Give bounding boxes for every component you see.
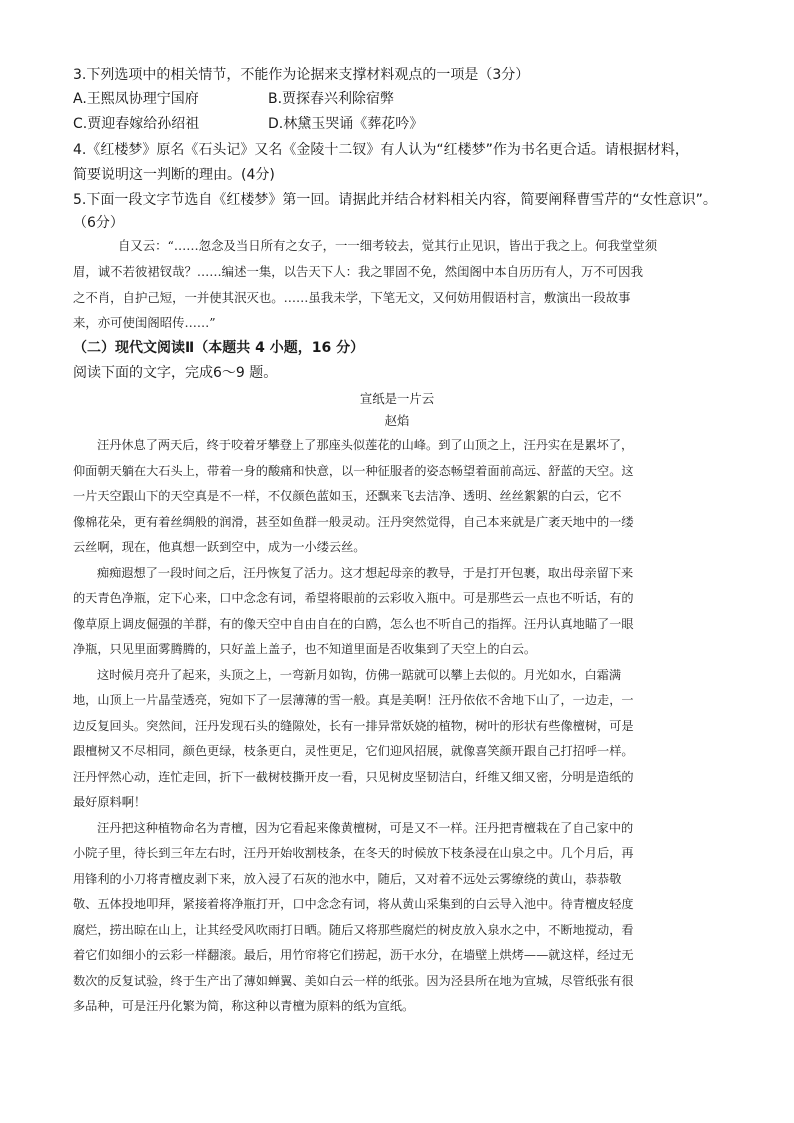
question-4-line-1: 4.《红楼梦》原名《石头记》又名《金陵十二钗》有人认为“红楼梦”作为书名更合适。请根据材料， xyxy=(73,142,689,158)
essay-line: 边反复回头。突然间，汪丹发现石头的缝隙处，长有一排异常妖娆的植物，树叶的形状有些像檀树，可是 xyxy=(73,718,634,733)
essay-line: 像草原上调皮倔强的羊群，有的像天空中自由自在的白鸥，怎么也不听自己的指挥。汪丹认真地瞄了一眼 xyxy=(73,616,634,631)
essay-line: 这时候月亮升了起来，头顶之上，一弯新月如钩，仿佛一踮就可以攀上去似的。月光如水，白霜满 xyxy=(97,667,622,682)
essay-line: 多品种，可是汪丹化繁为简，称这种以青檀为原料的纸为宣纸。 xyxy=(73,999,415,1013)
quote-line: 来，亦可使闺阁昭传……” xyxy=(73,315,216,331)
section-instruction: 阅读下面的文字，完成6～9 题。 xyxy=(73,365,278,381)
question-3-option-c: C.贾迎春嫁给孙绍祖 xyxy=(73,116,200,132)
essay-line: 敬、五体投地叩拜，紧接着将净瓶打开，口中念念有词，将从黄山采集到的白云导入池中。待青檀皮轻度 xyxy=(73,897,634,911)
essay-line: 腐烂，捞出晾在山上，让其经受风吹雨打日晒。随后又将那些腐烂的树皮放入泉水之中，不断地搅动，看 xyxy=(73,922,634,937)
question-3-option-d: D.林黛玉哭诵《葬花吟》 xyxy=(268,116,424,132)
question-5-line-2: （6分） xyxy=(73,215,124,231)
question-3-option-a: A.王熙凤协理宁国府 xyxy=(73,91,199,107)
article-title: 宣纸是一片云 xyxy=(359,391,435,406)
essay-line: 着它们如细小的云彩一样翻滚。最后，用竹帘将它们捞起，沥干水分，在墙壁上烘烤——就这样，经过无 xyxy=(73,948,634,962)
essay-line: 一片天空跟山下的天空真是不一样，不仅颜色蓝如玉，还飘来飞去洁净、透明、丝丝絮絮的白云，它不 xyxy=(73,489,622,503)
question-3-stem: 3.下列选项中的相关情节，不能作为论据来支撑材料观点的一项是（3分） xyxy=(73,67,530,83)
article-author: 赵焰 xyxy=(384,413,410,428)
quote-line: 之不肖，自护己短，一并使其泯灭也。……虽我未学，下笔无文，又何妨用假语村言，敷演出一段故事 xyxy=(73,289,631,305)
essay-line: 汪丹怦然心动，连忙走回，折下一截树枝撕开皮一看，只见树皮坚韧洁白，纤维又细又密，分明是造纸的 xyxy=(73,769,634,784)
essay-line: 小院子里，待长到三年左右时，汪丹开始收割枝条，在冬天的时候放下枝条浸在山泉之中。几个月后，再 xyxy=(73,846,634,860)
question-3-option-b: B.贾探春兴利除宿弊 xyxy=(268,91,395,107)
question-5-line-1: 5.下面一段文字节选自《红楼梦》第一回。请据此并结合材料相关内容，简要阐释曹雪芹的“女性意识”。 xyxy=(73,192,717,208)
essay-line: 用锋利的小刀将青檀皮剥下来，放入浸了石灰的池水中，随后，又对着不远处云雾缭绕的黄山，恭恭敬 xyxy=(73,871,622,886)
essay-line: 跟檀树又不尽相同，颜色更绿，枝条更白，灵性更足，它们迎风招展，就像喜笑颜开跟自己打招呼一样。 xyxy=(73,744,634,758)
essay-line: 汪丹休息了两天后，终于咬着牙攀登上了那座头似莲花的山峰。到了山顶之上，汪丹实在是累坏了， xyxy=(97,438,634,452)
question-5-quote xyxy=(73,233,723,336)
essay-line: 地，山顶上一片晶莹透亮，宛如下了一层薄薄的雪一般。真是美啊！汪丹依依不舍地下山了，一边走，一 xyxy=(73,693,634,707)
essay-line: 的天青色净瓶，定下心来，口中念念有词，希望将眼前的云彩收入瓶中。可是那些云一点也不听话，有的 xyxy=(73,591,634,605)
essay-line: 云丝啊，现在，他真想一跃到空中，成为一小缕云丝。 xyxy=(73,540,366,554)
article-body xyxy=(73,433,718,1020)
essay-line: 数次的反复试验，终于生产出了薄如蝉翼、美如白云一样的纸张。因为泾县所在地为宣城，尽管纸张有很 xyxy=(73,973,634,988)
essay-line: 最好原料啊！ xyxy=(73,795,147,809)
quote-line: 眉，诚不若彼裙钗哉？……编述一集，以告天下人：我之罪固不免，然闺阁中本自历历有人，万不可因我 xyxy=(73,263,643,279)
section-heading: （二）现代文阅读Ⅱ（本题共 4 小题，16 分） xyxy=(73,340,365,356)
essay-line: 净瓶，只见里面雾腾腾的，只好盖上盖子，也不知道里面是否收集到了天空上的白云。 xyxy=(73,642,537,656)
question-4-line-2: 简要说明这一判断的理由。(4分) xyxy=(73,167,275,183)
quote-line: 自又云：“……忽念及当日所有之女子，一一细考较去，觉其行止见识，皆出于我之上。何我堂堂须 xyxy=(118,238,658,253)
essay-line: 汪丹把这种植物命名为青檀，因为它看起来像黄檀树，可是又不一样。汪丹把青檀栽在了自己家中的 xyxy=(97,820,634,835)
essay-line: 像棉花朵，更有着丝绸般的润滑，甚至如鱼群一般灵动。汪丹突然觉得，自己本来就是广袤天地中的一缕 xyxy=(73,514,634,529)
essay-line: 仰面朝天躺在大石头上，带着一身的酸痛和快意，以一种征服者的姿态畅望着面前高远、舒蓝的天空。这 xyxy=(73,463,634,478)
essay-line: 痴痴遐想了一段时间之后，汪丹恢复了活力。这才想起母亲的教导，于是打开包裹，取出母亲留下来 xyxy=(97,565,634,580)
